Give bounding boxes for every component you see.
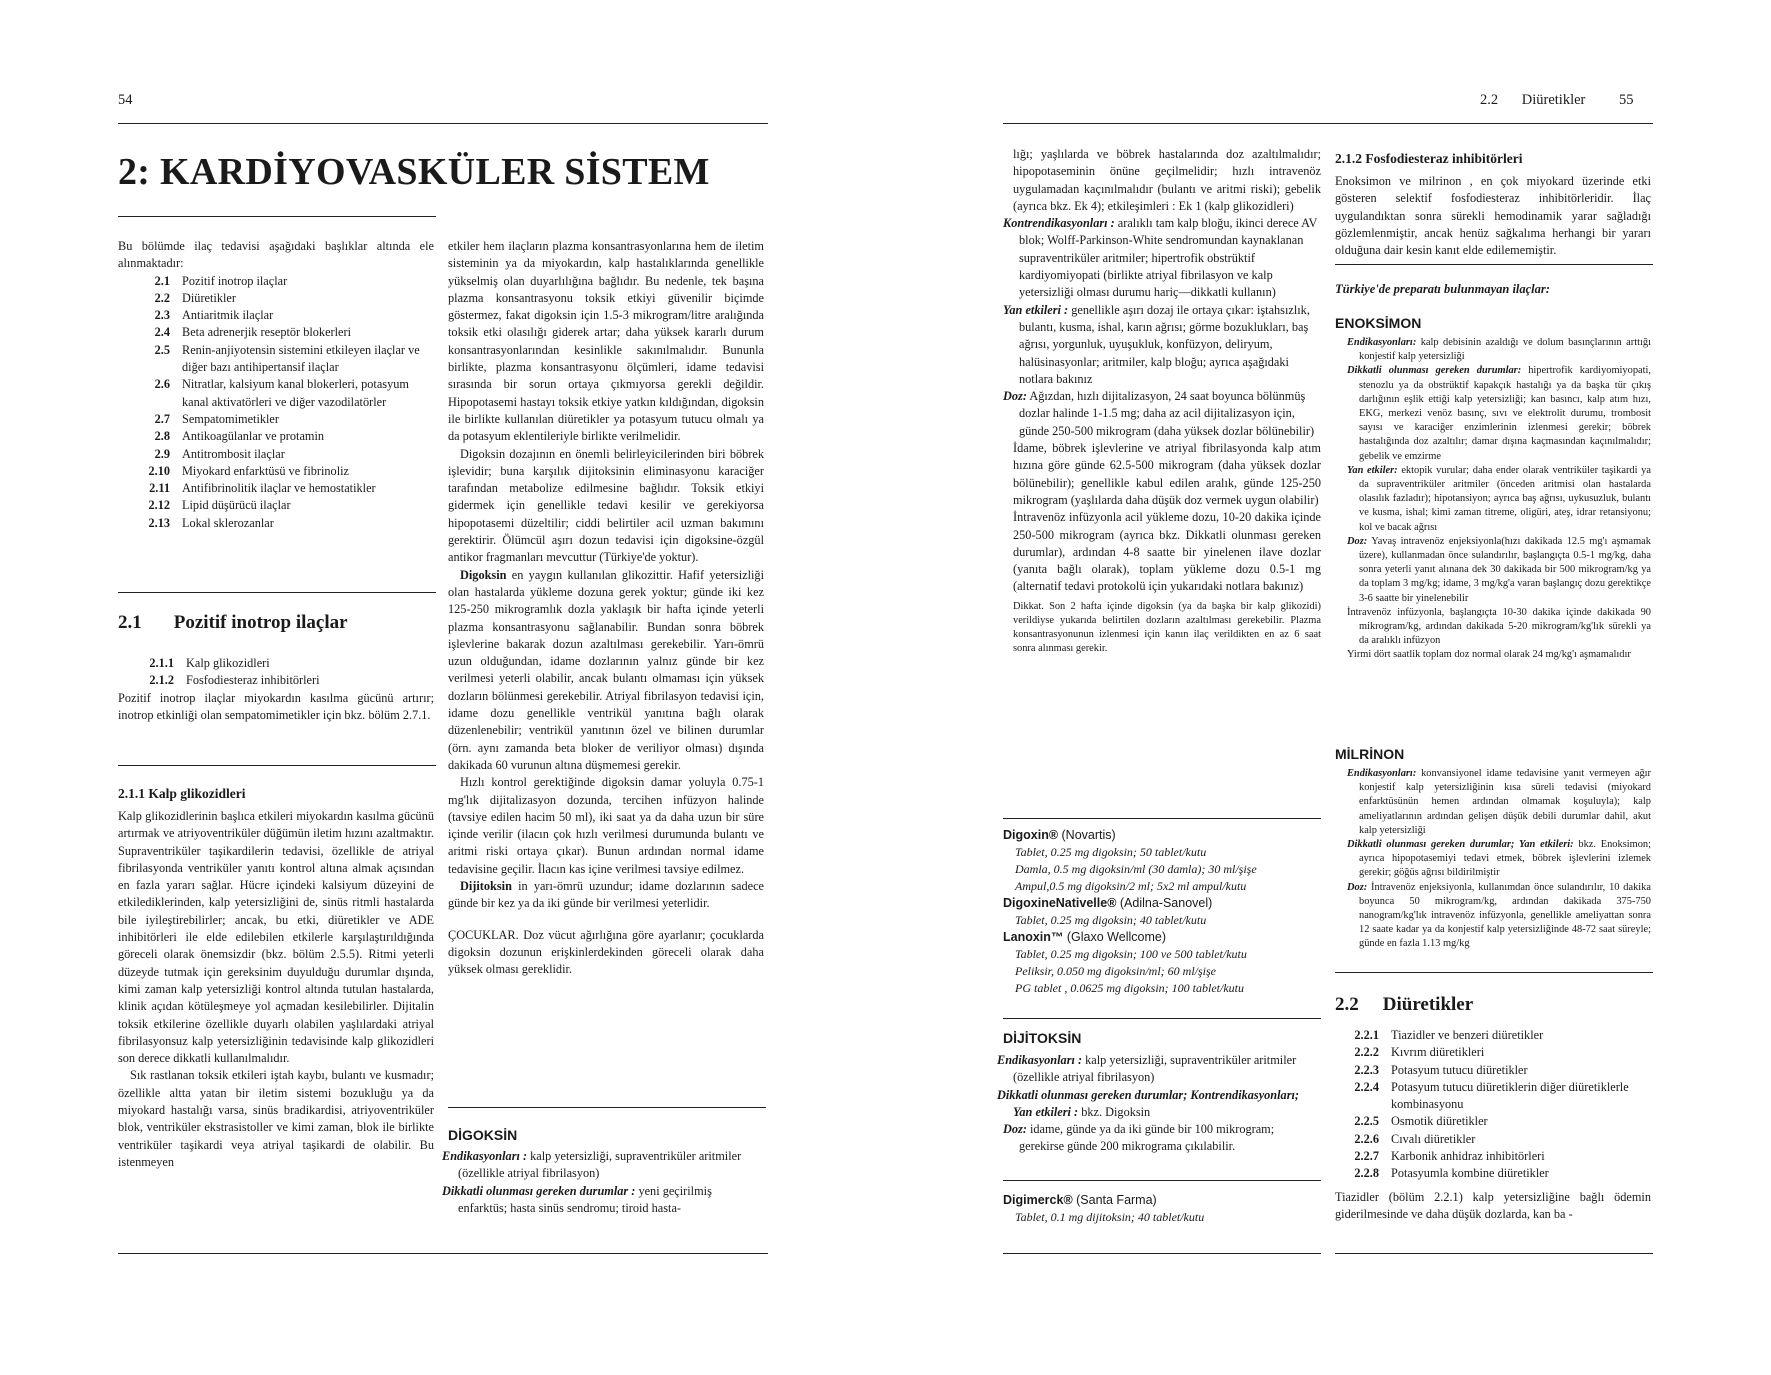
digimerck-name: Digimerck®: [1003, 1193, 1073, 1207]
sec21-toc: [118, 655, 434, 690]
toc-title: Renin-anjiyotensin sistemini etkileyen ilaçlar ve diğer bazı antihipertansif ilaçlar: [182, 342, 420, 375]
monograph-line: [1347, 606, 1651, 649]
col1-paragraph-1: Kalp glikozidlerinin başlıca etkileri miyokardın kasılma gücünü artırmak ve atriyoventriküler düğümün iletim hızını azaltmaktır. Supraventriküler taşikardilerin tedavisi, özellikle de atriyal fibrilasyonda ventriküler yanıtı kontrol altına almak açısından en fazla yararı sağlar. Hücre içindeki kalsiyum düzeyini de etkilediklerinden, kalp yetersizliğini de, sinüs ritmli hastalarda bile iyileştirebilirler; ancak, bu etki, diüretikler ve ADE inhibitörleri ile elde edilebilen etkilerle karşılaştırıldığında göreceli olarak önemsizdir (bkz. bölüm 2.5.5). Ritmi yeterli düzeyde tutmak için gereksinim duyulduğu durumlar dışında, kimi zaman kalp yetersizliği kontrol altında tutulan hastalarda, klinik açıdan kötüleşmeye yol açmadan kesilebilirler. Dijitalin toksik etkilerine özellikle duyarlı olabilen yaşlılardaki atriyal fibrilasyonsuz kalp yetersizliğinin tedavisinde kalp glikozidleri son derece dikkatli kullanılmalıdır.: [118, 809, 434, 1066]
toc-entry: [118, 446, 434, 463]
monograph-label: Endikasyonları:: [1347, 337, 1417, 348]
product-form: Peliksir, 0.050 mg digoksin/ml; 60 ml/şişe: [1015, 964, 1216, 978]
product-form: Tablet, 0.25 mg digoksin; 100 ve 500 tablet/kutu: [1015, 947, 1247, 961]
monograph-text: ektopik vurular; daha ender olarak ventriküler taşikardi ya da supraventriküler aritmiler (önceden aritmisi olan hastalarda olasılık fazladır); hipotansiyon; ayrıca baş ağrısı, uykusuzluk, bulantı ve kusma, ishal; kimi zaman titreme, oligüri, ateş, idrar retansiyonu; kol ve bacak ağrısı: [1359, 464, 1651, 533]
toc-title: Nitratlar, kalsiyum kanal blokerleri, potasyum kanal aktivatörleri ve diğer vazodilatörler: [182, 377, 409, 409]
monograph-line: [1347, 364, 1651, 463]
dijitoksin-block: [997, 1052, 1321, 1156]
toc-title: Miyokard enfarktüsü ve fibrinoliz: [182, 463, 349, 478]
digoksin-bold: Digoksin: [460, 567, 507, 582]
toc-entry: [118, 428, 434, 445]
col2-paragraph-5: [448, 878, 764, 913]
digoksin-rule: [448, 1107, 766, 1108]
sec212-text: Enoksimon ve milrinon , en çok miyokard üzerinde etki gösteren selektif fosfodiesteraz inhibitörleridir. İlaç uygulandıktan sonra sürekli hemodinamik yarar sağladığı gözlemlenmiştir, ancak henüz sağkalıma herhangi bir yararı olduğuna dair kesin kanıt elde edilememiştir.: [1335, 174, 1651, 258]
sec22-number: 2.2: [1335, 994, 1359, 1015]
toc-title: Kalp glikozidleri: [186, 656, 270, 670]
toc-title: Antiaritmik ilaçlar: [182, 308, 274, 323]
dijitoksin-dikkat-label: Dikkatli olunması gereken durumlar; Kontrendikasyonları; Yan etkileri :: [997, 1087, 1300, 1119]
product-form: Damla, 0.5 mg digoksin/ml (30 damla); 30 ml/şişe: [1015, 862, 1257, 876]
monograph-line: [1347, 881, 1651, 952]
sec21-rule: [118, 592, 436, 593]
toc-number: 2.5: [154, 342, 170, 357]
monograph-label: Dikkatli olunması gereken durumlar; Yan etkileri:: [1347, 839, 1574, 851]
col1-paragraph-2: Sık rastlanan toksik etkileri iştah kaybı, bulantı ve kusmadır; özellikle altta yatan bir iletim sistemi bozukluğu ya da miyokard hastalığı varsa, sinüs bradikardisi, atriyoventriküler blok, ventriküler ekstrasistoller ve kimi zaman, blok ile birlikte ventriküler taşikardi veya atriyal taşikardi de olabilir. Bu istenmeyen: [118, 1068, 434, 1169]
toc-title: Lokal sklerozanlar: [182, 515, 274, 530]
sec22-toc: [1335, 1027, 1651, 1183]
monograph-label: Dikkatli olunması gereken durumlar:: [1347, 365, 1522, 377]
sec211-rule: [118, 765, 436, 766]
product-maker: (Glaxo Wellcome): [1063, 930, 1166, 944]
kontrendikasyon-text: aralıklı tam kalp bloğu, ikinci derece AV blok; Wolff-Parkinson-White sendromundan kaynaklanan supraventriküler aritmiler; hipertrofik obstrüktif kardiyomiyopati (birlikte atriyal fibrilasyon ve kalp yetersizliği olması durumu hariç—dikkatli kullanın): [1019, 216, 1318, 300]
toc-entry: [118, 515, 434, 532]
doz-idame: İdame, böbrek işlevlerine ve atriyal fibrilasyonda kalp atım hızına göre günde 62.5-500 mikrogram (daha yüksek dozlar bölünebilir); genellikle kabul edilen aralık, günde 125-250 mikrogram (yaşlılarda daha düşük doz vermek uygun olabilir): [1013, 441, 1321, 507]
toc-number: 2.2.4: [1354, 1079, 1379, 1094]
monograph-line: [1347, 464, 1651, 535]
children-note: ÇOCUKLAR. Doz vücut ağırlığına göre ayarlanır; çocuklarda digoksin dozunun erişkinlerdekinden göreceli olarak daha yüksek olması gereklidir.: [448, 927, 764, 977]
toc-title: Antitrombosit ilaçlar: [182, 446, 285, 461]
digimerck-product: [1003, 1192, 1321, 1226]
product-maker: (Adilna-Sanovel): [1116, 896, 1213, 910]
sec22-body: [1335, 1027, 1651, 1223]
monograph-text: kalp debisinin azaldığı ve dolum basınçlarının arttığı konjestif kalp yetersizliği: [1359, 337, 1651, 363]
yan-etkiler-text: genellikle aşırı dozaj ile ortaya çıkar: iştahsızlık, bulantı, kusma, ishal, karın ağrısı; görme bozuklukları, baş ağrısı, yorgunluk, uyuşukluk, konfüzyon, deliryum, halüsinasyonlar; aritmiler, kalp bloğu; ayrıca aşağıdaki notlara bakınız: [1019, 302, 1310, 386]
digoksin-endikasyon-label: Endikasyonları :: [442, 1149, 528, 1163]
sec212-body: [1335, 173, 1651, 259]
toc-number: 2.3: [154, 308, 170, 323]
digoksin-endikasyon: [442, 1148, 764, 1183]
sec22-title: Diüretikler: [1382, 994, 1474, 1015]
toc-number: 2.2.5: [1354, 1114, 1379, 1129]
toc-title: Pozitif inotrop ilaçlar: [182, 273, 288, 288]
col2-paragraph-2: Digoksin dozajının en önemli belirleyicilerinden biri böbrek işlevidir; buna karşılık dijitoksinin eliminasyonu karaciğer tarafından metabolize edilmesine bağlıdır. Toksik etkiyi gidermek için genellikle tedavi kesilir ve gerekiyorsa hipopotasemi düzeltilir; ciddi belirtiler acil uzman bakımını gerektirir. Ölümcül aşırı dozun tedavisi için digoksine-özgül antikor fragmanları mevcuttur (Türkiye'de yoktur).: [448, 446, 764, 565]
product-entry: [1003, 895, 1321, 929]
toc-entry: [1335, 1079, 1651, 1114]
intro-text: Bu bölümde ilaç tedavisi aşağıdaki başlıklar altında ele alınmaktadır:: [118, 239, 434, 271]
toc-entry: [118, 411, 434, 428]
footer-rule-left: [118, 1253, 768, 1254]
product-name: Digoxin®: [1003, 828, 1059, 842]
monograph-text: Yavaş intravenöz enjeksiyonla(hızı dakikada 12.5 mg'ı aşmamak üzere), kullanmadan önce sulandırılır, başlangıçta 0.5-1 mg/kg, daha sonra yeterli yanıt alınana dek 30 dakikada bir 500 mikrogram/kg ya da toplam 3 mg/kg; idame, 3 mg/kg'a varan başlangıç dozu gerektikçe 3-6 saatte bir yinelenebilir: [1359, 535, 1651, 604]
footer-rule-right-1: [1003, 1253, 1321, 1254]
chapter-toc: [118, 273, 434, 532]
sec21-body: [118, 655, 434, 724]
header-section: 2.2: [1480, 92, 1499, 108]
toc-entry: [118, 273, 434, 290]
page-number-left: 54: [118, 92, 133, 108]
monograph-label: Doz:: [1347, 535, 1368, 547]
yan-etkiler: [1003, 302, 1321, 388]
monograph-line: [1347, 535, 1651, 606]
monograph-label: Yan etkiler:: [1347, 464, 1398, 476]
product-form: Tablet, 0.25 mg digoksin; 50 tablet/kutu: [1015, 845, 1207, 859]
doz: [1003, 388, 1321, 440]
digoksin-title: DİGOKSİN: [448, 1127, 518, 1143]
monograph-label: Doz:: [1347, 881, 1368, 893]
enoksimon-title: ENOKSİMON: [1335, 315, 1422, 331]
doz-text: Ağızdan, hızlı dijitalizasyon, 24 saat boyunca bölünmüş dozlar halinde 1-1.5 mg; daha az acil dijitalizasyon için, günde 250-500 mikrogram (daha yüksek dozlar bölünebilir): [1019, 389, 1315, 438]
toc-entry: [118, 463, 434, 480]
milrinon-title: MİLRİNON: [1335, 746, 1405, 762]
toc-title: Potasyum tutucu diüretikler: [1391, 1062, 1528, 1077]
toc-entry: [118, 497, 434, 514]
toc-title: Potasyumla kombine diüretikler: [1391, 1166, 1549, 1181]
header-rule-right: [1003, 123, 1653, 124]
toc-number: 2.1: [154, 273, 170, 288]
toc-entry: [1335, 1113, 1651, 1130]
monograph-text: Yirmi dört saatlik toplam doz normal olarak 24 mg/kg'ı aşmamalıdır: [1347, 649, 1631, 661]
toc-title: Osmotik diüretikler: [1391, 1114, 1488, 1129]
digimerck-maker: (Santa Farma): [1072, 1193, 1157, 1207]
toc-entry: [118, 290, 434, 307]
toc-number: 2.1.1: [149, 656, 174, 670]
sec22-text: Tiazidler (bölüm 2.2.1) kalp yetersizliğine bağlı ödemin giderilmesinde ve daha düşük dozlarda, kan ba -: [1335, 1189, 1651, 1221]
toc-entry: [118, 376, 434, 411]
toc-entry: [1335, 1044, 1651, 1061]
toc-title: Lipid düşürücü ilaçlar: [182, 498, 291, 513]
toc-number: 2.2.1: [1354, 1028, 1379, 1042]
monograph-text: bkz. Enoksimon; ayrıca hipopotasemiyi tedavi etmek, böbrek işlevlerini izlemek gerekir; göğüs ağrısı bildirilmiştir: [1359, 839, 1651, 879]
toc-title: Karbonik anhidraz inhibitörleri: [1391, 1149, 1545, 1164]
toc-number: 2.7: [154, 411, 170, 426]
doz-intravenoz: İntravenöz infüzyonla acil yükleme dozu, 10-20 dakika içinde 250-500 mikrogram (ayrıca bkz. Dikkatli olunması gereken durumlar), ardından 4-8 saatte bir yinelenen ilave dozlar (yanıta bağlı olarak), toplam yükleme dozu 0.5-1 mg (alternatif tedavi protokolü için yukarıdaki notlara bakınız): [1013, 510, 1321, 594]
dijitoksin-endikasyon: [997, 1052, 1321, 1087]
toc-number: 2.13: [148, 515, 170, 530]
toc-title: Tiazidler ve benzeri diüretikler: [1391, 1028, 1544, 1042]
digoksin-block: [442, 1148, 764, 1217]
product-list: [1003, 827, 1321, 997]
header-rule-left: [118, 123, 768, 124]
dijitoksin-endikasyon-label: Endikasyonları :: [997, 1053, 1083, 1067]
sec22-rule: [1335, 972, 1653, 973]
toc-number: 2.6: [154, 377, 170, 392]
monograph-text: hipertrofik kardiyomiyopati, stenozlu ya da obstrüktif kapakçık hastalığı ya da başka tür çıkış darlığının eşlik ettiği kalp yetersizliği; kan basıncı, kalp atım hızı, EKG, merkezi venöz basınç, sıvı ve elektrolit durumu, trombosit sayısı ve karaciğer enzimlerinin izlenmesi gerekir; böbrek hastalığında doz azaltılır; damar dışına kaçmasından kaçınılmalıdır; gebelik ve emzirme: [1359, 365, 1651, 462]
monograph-line: [1347, 838, 1651, 881]
sec212-rule: [1335, 264, 1653, 265]
yan-etkiler-label: Yan etkileri :: [1003, 302, 1069, 317]
toc-title: Fosfodiesteraz inhibitörleri: [186, 673, 320, 688]
toc-number: 2.2.6: [1354, 1131, 1379, 1146]
toc-title: Antifibrinolitik ilaçlar ve hemostatikler: [182, 481, 376, 496]
sec22-heading: [1335, 994, 1473, 1016]
col2-paragraph-1: etkiler hem ilaçların plazma konsantrasyonlarına hem de iletim sisteminin ya da miyokardın, kalp hastalıklarında genellikle yükselmiş olan duyarlılığına bağlıdır. Bu nedenle, tek başına plazma konsantrasyonu toksik etkiyi güvenilir biçimde göstermez, fakat digoksin için 1.5-3 mikrogram/litre aralığında toksik etki olasılığı giderek artar; daha yüksek kararlı durum konsantrasyonlarından kesinlikle sakınılmalıdır. Bununla birlikte, plazma konsantrasyonu ölçümleri, idame tedavisi sırasında bir sorun ortaya çıkmıyorsa gerekli değildir. Hipopotasemi hastayı toksik etkiye yatkın kıldığından, digoksin ile birlikte kullanılan diüretikler ya potasyum tutucu olmalı ya da potasyum eklentileriyle birlikte verilmelidir.: [448, 239, 764, 444]
toc-entry: [1335, 1131, 1651, 1148]
dijitoksin-dikkat: [997, 1087, 1321, 1122]
toc-title: Diüretikler: [182, 290, 236, 305]
enoksimon-block: [1347, 336, 1651, 663]
dijitoksin-title: DİJİTOKSİN: [1003, 1030, 1082, 1046]
toc-number: 2.2: [154, 290, 170, 305]
footer-rule-right-2: [1335, 1253, 1653, 1254]
toc-entry: [118, 655, 434, 672]
dikkat-note: Dikkat. Son 2 hafta içinde digoksin (ya da başka bir kalp glikozidi) verildiyse yukarıda belirtilen dozların azaltılması gerekebilir. Plazma konsantrasyonunun izlenmesi için kanın ilaç verildikten en az 6 saat sonra alınması gerekir.: [1013, 600, 1321, 655]
toc-number: 2.2.7: [1354, 1149, 1379, 1164]
monograph-line: [1347, 648, 1651, 662]
toc-number: 2.1.2: [149, 673, 174, 688]
toc-title: Kıvrım diüretikleri: [1391, 1045, 1485, 1060]
dijitoksin-rule: [1003, 1018, 1321, 1019]
product-form: Ampul,0.5 mg digoksin/2 ml; 5x2 ml ampul/kutu: [1015, 879, 1247, 893]
monograph-line: [1347, 767, 1651, 838]
header-title: Diüretikler: [1521, 92, 1586, 108]
toc-title: Beta adrenerjik reseptör blokerleri: [182, 325, 352, 340]
product-maker: (Novartis): [1058, 828, 1116, 842]
dijitoksin-doz-text: idame, günde ya da iki günde bir 100 mikrogram; gerekirse günde 200 mikrograma çıkılabilir.: [1019, 1122, 1275, 1154]
dijitoksin-doz: [1003, 1121, 1321, 1156]
sec211-title: 2.1.1 Kalp glikozidleri: [118, 786, 246, 801]
monograph-line: [1347, 336, 1651, 364]
col2-paragraph-5-text: in yarı-ömrü uzundur; idame dozlarının sadece günde bir kez ya da iki günde bir verilmesi yeterlidir.: [448, 878, 764, 911]
product-name: DigoxineNativelle®: [1003, 896, 1117, 910]
sec212-title: 2.1.2 Fosfodiesteraz inhibitörleri: [1335, 151, 1523, 166]
dijitoksin-bold: Dijitoksin: [460, 878, 512, 893]
toc-number: 2.10: [148, 463, 170, 478]
sec21-title: Pozitif inotrop ilaçlar: [173, 612, 348, 633]
product-entry: [1003, 827, 1321, 895]
monograph-text: İntravenöz infüzyonla, başlangıçta 10-30 dakika içinde dakikada 90 mikrogram/kg, ardından dakikada 5-20 mikrogram/kg'lık sürekli ya da aralıklı infüzyon: [1347, 606, 1651, 647]
page-number-right: 55: [1619, 92, 1634, 108]
kontrendikasyon-label: Kontrendikasyonları :: [1003, 216, 1115, 231]
toc-title: Potasyum tutucu diüretiklerin diğer diüretiklerle kombinasyonu: [1391, 1079, 1629, 1112]
toc-entry: [1335, 1062, 1651, 1079]
right-column-1: [1003, 146, 1321, 657]
toc-entry: [118, 324, 434, 341]
running-header: [1480, 92, 1634, 109]
chapter-rule: [118, 216, 436, 217]
digoksin-continued: lığı; yaşlılarda ve böbrek hastalarında doz azaltılmalıdır; hipopotaseminin önüne geçilmelidir; hızlı intravenöz uygulamadan kaçınılmalıdır (bulantı ve aritmi riski); gebelik (ayrıca bkz. Ek 4); etkileşimleri : Ek 1 (kalp glikozidleri): [1013, 147, 1321, 213]
left-column-2: [448, 238, 764, 978]
col2-paragraph-3: [448, 567, 764, 775]
toc-entry: [118, 672, 434, 689]
products-rule: [1003, 818, 1321, 819]
digimerck-line: Tablet, 0.1 mg dijitoksin; 40 tablet/kutu: [1015, 1210, 1205, 1224]
toc-number: 2.8: [154, 429, 170, 444]
sec21-number: 2.1: [118, 612, 142, 633]
toc-title: Cıvalı diüretikler: [1391, 1131, 1476, 1146]
monograph-text: konvansiyonel idame tedavisine yanıt vermeyen ağır konjestif kalp yetersizliğinin kısa süreli tedavisi (miyokard enfarktüsünün hemen ardından olmamak koşuluyla); kalp ameliyatlarının ardından gelişen düşük debili durumlar dahil, akut kalp yetersizliği: [1359, 768, 1651, 836]
digimerck-rule: [1003, 1180, 1321, 1181]
toc-number: 2.11: [149, 481, 170, 496]
milrinon-block: [1347, 767, 1651, 952]
kontrendikasyon: [1003, 215, 1321, 301]
digoksin-dikkat-text: yeni geçirilmiş enfarktüs; hasta sinüs sendromu; tiroid hasta-: [458, 1183, 712, 1215]
chapter-title: 2: KARDİYOVASKÜLER SİSTEM: [118, 151, 710, 193]
toc-entry: [1335, 1165, 1651, 1182]
turkiye-note: Türkiye'de preparatı bulunmayan ilaçlar:: [1335, 282, 1550, 296]
toc-entry: [118, 480, 434, 497]
product-form: PG tablet , 0.0625 mg digoksin; 100 tablet/kutu: [1015, 981, 1244, 995]
dijitoksin-endikasyon-text: kalp yetersizliği, supraventriküler aritmiler (özellikle atriyal fibrilasyon): [1013, 1053, 1297, 1085]
left-column-1: [118, 238, 434, 532]
toc-entry: [118, 307, 434, 324]
sec21-heading: [118, 612, 434, 634]
toc-title: Sempatomimetikler: [182, 411, 279, 426]
toc-number: 2.12: [148, 498, 170, 513]
toc-number: 2.2.3: [1354, 1062, 1379, 1077]
monograph-text: İntravenöz enjeksiyonla, kullanımdan önce sulandırılır, 10 dakika boyunca 50 mikrogram/kg, ardından dakikada 375-750 nanogram/kg'lık intravenöz infüzyonla, genellikle ameliyattan sonra 12 saate kadar ya da konjestif kalp yetersizliğinde 48-72 saat süreyle; günde en fazla 1.13 mg/kg: [1359, 881, 1651, 950]
toc-entry: [1335, 1148, 1651, 1165]
digoksin-endikasyon-text: kalp yetersizliği, supraventriküler aritmiler (özellikle atriyal fibrilasyon): [458, 1149, 742, 1181]
digoksin-dikkat: [442, 1183, 764, 1218]
product-name: Lanoxin™: [1003, 930, 1064, 944]
col2-paragraph-4: Hızlı kontrol gerektiğinde digoksin damar yoluyla 0.75-1 mg'lık dijitalizasyon dozunda, tercihen infüzyon halinde (tavsiye edilen hacim 50 ml), iki saat ya da daha uzun bir süre içinde verilir (ilacın çok hızlı verilmesi durumunda bulantı ve aritmi riski ortaya çıkar). Bunun ardından normal idame tedavisine geçilir. İlacın kas içine verilmesi tavsiye edilmez.: [448, 775, 764, 876]
dijitoksin-dikkat-text: bkz. Digoksin: [1078, 1104, 1151, 1119]
toc-number: 2.2.8: [1354, 1166, 1379, 1181]
toc-number: 2.9: [154, 446, 170, 461]
dijitoksin-doz-label: Doz:: [1003, 1122, 1027, 1137]
doz-label: Doz:: [1003, 389, 1027, 404]
col2-paragraph-3-text: en yaygın kullanılan glikozittir. Hafif yetersizliği olan hastalarda yükleme dozuna gerek yoktur; günde iki kez 125-250 mikrogramlık dozla yaklaşık bir hafta içinde yeterli plazma konsantrasyonu sağlanabilir. Bundan sonra böbrek işlevlerine bakarak dozun azaltılması gerekebilir. Yarı-ömrü uzun olduğundan, idame dozlarının yalnız günde bir kez verilmesi yeterli olabilir, ancak bulantı olmaması için yüksek dozların bölünmesi gerekebilir. Atriyal fibrilasyon tedavisi için, idame dozu genellikle ventrikül yanıtına bağlı olarak düzenlenebilir; ventrikül yanıtının özel ve bilinen durumlar (örn. aynı zamanda beta bloker de veriliyor olması) dışında dakikada 60 vurunun altına düşmemesi gerekir.: [448, 567, 764, 772]
toc-number: 2.2.2: [1354, 1045, 1379, 1060]
product-form: Tablet, 0.25 mg digoksin; 40 tablet/kutu: [1015, 913, 1207, 927]
sec21-text: Pozitif inotrop ilaçlar miyokardın kasılma gücünü artırır; inotrop etkinliği olan sempatomimetikler için bkz. bölüm 2.7.1.: [118, 690, 434, 722]
toc-title: Antikoagülanlar ve protamin: [182, 429, 325, 444]
sec211-body: [118, 808, 434, 1171]
toc-entry: [118, 342, 434, 377]
product-entry: [1003, 929, 1321, 997]
toc-number: 2.4: [154, 325, 170, 340]
monograph-label: Endikasyonları:: [1347, 768, 1417, 779]
toc-entry: [1335, 1027, 1651, 1044]
digoksin-dikkat-label: Dikkatli olunması gereken durumlar :: [442, 1183, 636, 1198]
